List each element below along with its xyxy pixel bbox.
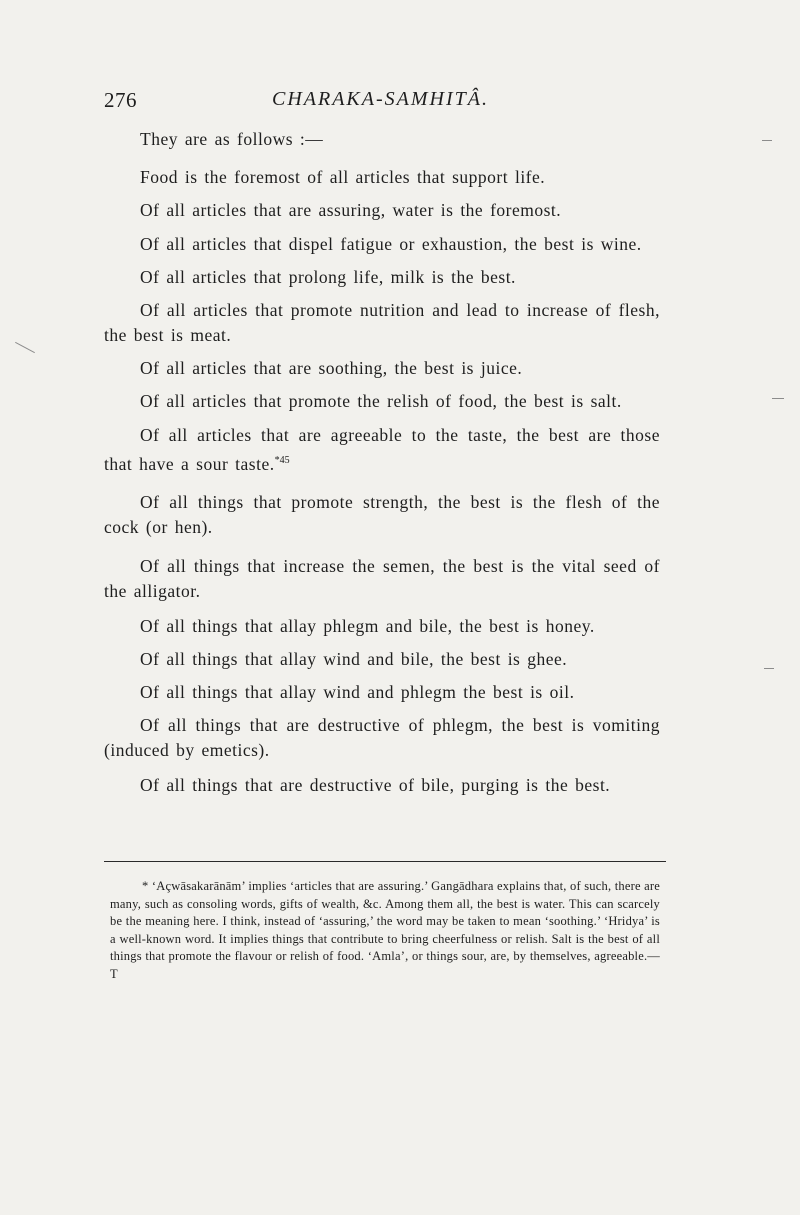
paragraph-text: Food is the foremost of all articles that support life. <box>140 167 546 187</box>
paragraph <box>104 232 660 257</box>
paragraph-text: Of all things that allay phlegm and bile, the best is honey. <box>140 615 595 636</box>
body-text <box>104 127 660 798</box>
paragraph-text: Of all things that allay wind and phlegm the best is oil. <box>140 681 575 702</box>
paragraph-text: Of all articles that promote the relish of food, the best is salt. <box>140 391 622 411</box>
paragraph <box>104 554 660 604</box>
paragraph <box>104 614 660 639</box>
paragraph <box>104 423 660 477</box>
paragraph <box>104 165 660 190</box>
paragraph-text: Of all things that increase the semen, the best is the vital seed of the alligator. <box>104 555 660 601</box>
footnote-text: * ‘Açwāsakarānām’ implies ‘articles that are assuring.’ Gangādhara explains that, of such, there are many, such as consoling words, gifts of wealth, &c. Among them all, the best is water. This can scarcely be the meaning here. I think, instead of ‘assuring,’ the word may be taken to mean ‘soothing.’ ‘Hridya’ is a well-known word. It implies things that contribute to bring cheerfulness or relish. Salt is the best of all things that promote the flavour or relish of food. ‘Amla’, or things sour, are, by themselves, agreeable.—T <box>110 879 660 981</box>
page-header <box>104 88 664 118</box>
footnote-rule <box>104 861 666 862</box>
paragraph <box>104 127 660 152</box>
footnote <box>110 878 660 983</box>
paragraph-text: Of all articles that are soothing, the best is juice. <box>140 358 523 378</box>
paragraph <box>104 713 660 763</box>
paragraph-text: Of all articles that are assuring, water is the foremost. <box>140 200 562 220</box>
paragraph <box>104 490 660 540</box>
paragraph-text: Of all things that allay wind and bile, the best is ghee. <box>140 648 568 669</box>
margin-mark <box>772 398 784 399</box>
paragraph <box>104 298 660 348</box>
paragraph <box>104 389 660 414</box>
paragraph-text: Of all things that promote strength, the best is the flesh of the cock (or hen). <box>104 491 660 537</box>
paragraph <box>104 198 660 223</box>
paragraph <box>104 356 660 381</box>
page-number: 276 <box>104 88 137 112</box>
margin-mark <box>15 342 35 353</box>
paragraph-text: Of all articles that prolong life, milk is the best. <box>140 267 516 287</box>
paragraph-text: Of all articles that promote nutrition and lead to increase of flesh, the best is meat. <box>104 300 660 345</box>
paragraph <box>104 680 660 705</box>
paragraph-text: They are as follows :— <box>140 129 324 149</box>
paragraph-text: Of all articles that are agreeable to the taste, the best are those that have a sour taste. <box>104 425 660 474</box>
margin-mark <box>762 140 772 141</box>
margin-mark <box>764 668 774 669</box>
paragraph-text: Of all things that are destructive of phlegm, the best is vomiting (induced by emetics). <box>104 714 660 760</box>
paragraph-text: Of all things that are destructive of bile, purging is the best. <box>140 774 611 795</box>
paragraph <box>104 647 660 672</box>
running-head: CHARAKA-SAMHITÂ. <box>272 88 489 110</box>
paragraph-text: Of all articles that dispel fatigue or exhaustion, the best is wine. <box>140 234 642 254</box>
footnote-reference: *45 <box>274 455 290 466</box>
paragraph <box>104 773 660 798</box>
paragraph <box>104 265 660 290</box>
